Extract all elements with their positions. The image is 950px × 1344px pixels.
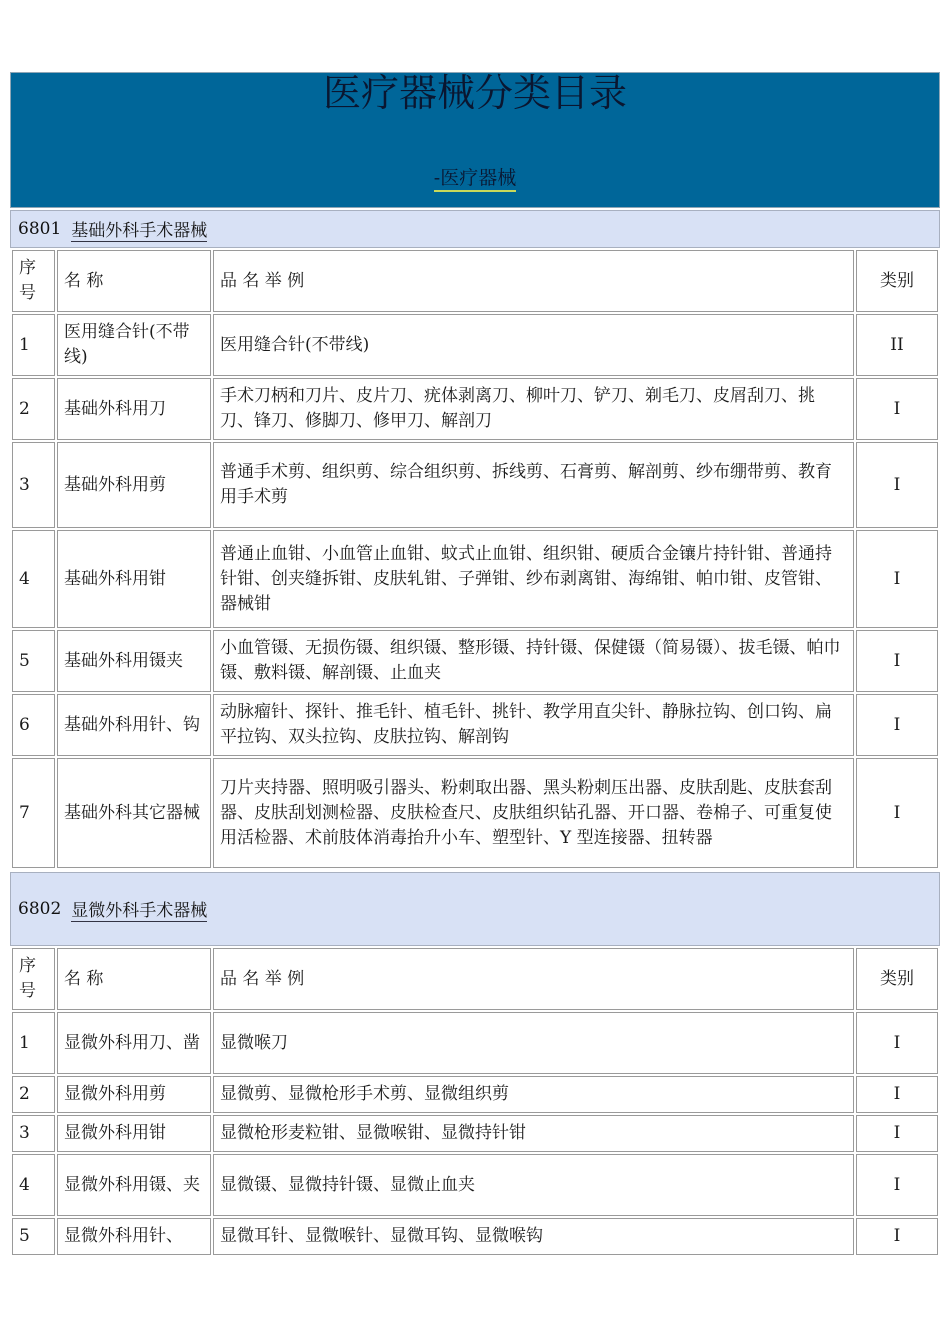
cell-class: II: [856, 314, 938, 376]
table-row: [12, 314, 938, 376]
cell-examples: 显微枪形麦粒钳、显微喉钳、显微持针钳: [213, 1115, 854, 1152]
col-header-class: 类别: [856, 250, 938, 312]
cell-examples: 小血管镊、无损伤镊、组织镊、整形镊、持针镊、保健镊（简易镊）、拔毛镊、帕巾镊、敷料镊、解剖镊、止血夹: [213, 630, 854, 692]
cell-name: 基础外科用针、钩: [57, 694, 211, 756]
cell-seq: 7: [12, 758, 55, 868]
cell-seq: 6: [12, 694, 55, 756]
table-header-row: [12, 250, 938, 312]
cell-examples: 普通止血钳、小血管止血钳、蚊式止血钳、组织钳、硬质合金镶片持针钳、普通持针钳、创夹缝拆钳、皮肤轧钳、子弹钳、纱布剥离钳、海绵钳、帕巾钳、皮管钳、器械钳: [213, 530, 854, 628]
document: [10, 72, 940, 1257]
cell-examples: 显微镊、显微持针镊、显微止血夹: [213, 1154, 854, 1216]
table-row: [12, 694, 938, 756]
col-header-seq: 序号: [12, 250, 55, 312]
cell-name: 显微外科用镊、夹: [57, 1154, 211, 1216]
cell-examples: 显微耳针、显微喉针、显微耳钩、显微喉钩: [213, 1218, 854, 1255]
cell-seq: 4: [12, 1154, 55, 1216]
section-header-6801: [10, 210, 940, 248]
cell-seq: 5: [12, 630, 55, 692]
cell-name: 基础外科用钳: [57, 530, 211, 628]
cell-class: I: [856, 530, 938, 628]
cell-examples: 显微喉刀: [213, 1012, 854, 1074]
catalog-table-6802: [10, 946, 940, 1257]
cell-name: 医用缝合针(不带线): [57, 314, 211, 376]
table-row: [12, 1115, 938, 1152]
table-row: [12, 758, 938, 868]
cell-examples: 医用缝合针(不带线): [213, 314, 854, 376]
catalog-table-6801: [10, 248, 940, 870]
cell-name: 基础外科其它器械: [57, 758, 211, 868]
col-header-seq: 序号: [12, 948, 55, 1010]
cell-seq: 1: [12, 1012, 55, 1074]
cell-name: 基础外科用刀: [57, 378, 211, 440]
cell-examples: 手术刀柄和刀片、皮片刀、疣体剥离刀、柳叶刀、铲刀、剃毛刀、皮屑刮刀、挑刀、锋刀、修脚刀、修甲刀、解剖刀: [213, 378, 854, 440]
table-row: [12, 442, 938, 528]
section-name-link[interactable]: 显微外科手术器械: [71, 896, 207, 922]
subtitle-link[interactable]: -医疗器械: [434, 167, 516, 192]
table-row: [12, 1154, 938, 1216]
table-row: [12, 630, 938, 692]
page-subtitle[interactable]: [11, 163, 939, 190]
cell-class: I: [856, 758, 938, 868]
cell-examples: 动脉瘤针、探针、推毛针、植毛针、挑针、教学用直尖针、静脉拉钩、创口钩、扁平拉钩、双头拉钩、皮肤拉钩、解剖钩: [213, 694, 854, 756]
cell-name: 显微外科用针、: [57, 1218, 211, 1255]
table-row: [12, 1012, 938, 1074]
cell-class: I: [856, 1154, 938, 1216]
cell-examples: 显微剪、显微枪形手术剪、显微组织剪: [213, 1076, 854, 1113]
section-code: 6802: [18, 899, 62, 919]
table-row: [12, 530, 938, 628]
cell-class: I: [856, 1012, 938, 1074]
cell-name: 基础外科用剪: [57, 442, 211, 528]
cell-seq: 5: [12, 1218, 55, 1255]
section-name-link[interactable]: 基础外科手术器械: [71, 216, 207, 242]
cell-examples: 刀片夹持器、照明吸引器头、粉刺取出器、黑头粉刺压出器、皮肤刮匙、皮肤套刮器、皮肤刮划测检器、皮肤检查尺、皮肤组织钻孔器、开口器、卷棉子、可重复使用活检器、术前肢体消毒抬升小车、塑型针、Y 型连接器、扭转器: [213, 758, 854, 868]
cell-class: I: [856, 630, 938, 692]
table-row: [12, 378, 938, 440]
page-title: 医疗器械分类目录: [322, 71, 627, 115]
cell-class: I: [856, 694, 938, 756]
cell-name: 显微外科用刀、凿: [57, 1012, 211, 1074]
cell-name: 显微外科用钳: [57, 1115, 211, 1152]
section-code: 6801: [18, 219, 62, 239]
col-header-name: 名 称: [57, 948, 211, 1010]
cell-examples: 普通手术剪、组织剪、综合组织剪、拆线剪、石膏剪、解剖剪、纱布绷带剪、教育用手术剪: [213, 442, 854, 528]
page-header: [10, 72, 940, 208]
cell-seq: 2: [12, 1076, 55, 1113]
cell-class: I: [856, 378, 938, 440]
table-row: [12, 1076, 938, 1113]
cell-seq: 4: [12, 530, 55, 628]
cell-class: I: [856, 1076, 938, 1113]
cell-seq: 2: [12, 378, 55, 440]
col-header-class: 类别: [856, 948, 938, 1010]
table-header-row: [12, 948, 938, 1010]
col-header-examples: 品 名 举 例: [213, 250, 854, 312]
cell-seq: 1: [12, 314, 55, 376]
cell-name: 基础外科用镊夹: [57, 630, 211, 692]
table-row: [12, 1218, 938, 1255]
cell-class: I: [856, 1115, 938, 1152]
col-header-name: 名 称: [57, 250, 211, 312]
section-header-6802: [10, 872, 940, 946]
col-header-examples: 品 名 举 例: [213, 948, 854, 1010]
cell-name: 显微外科用剪: [57, 1076, 211, 1113]
cell-seq: 3: [12, 1115, 55, 1152]
cell-class: I: [856, 442, 938, 528]
cell-seq: 3: [12, 442, 55, 528]
cell-class: I: [856, 1218, 938, 1255]
